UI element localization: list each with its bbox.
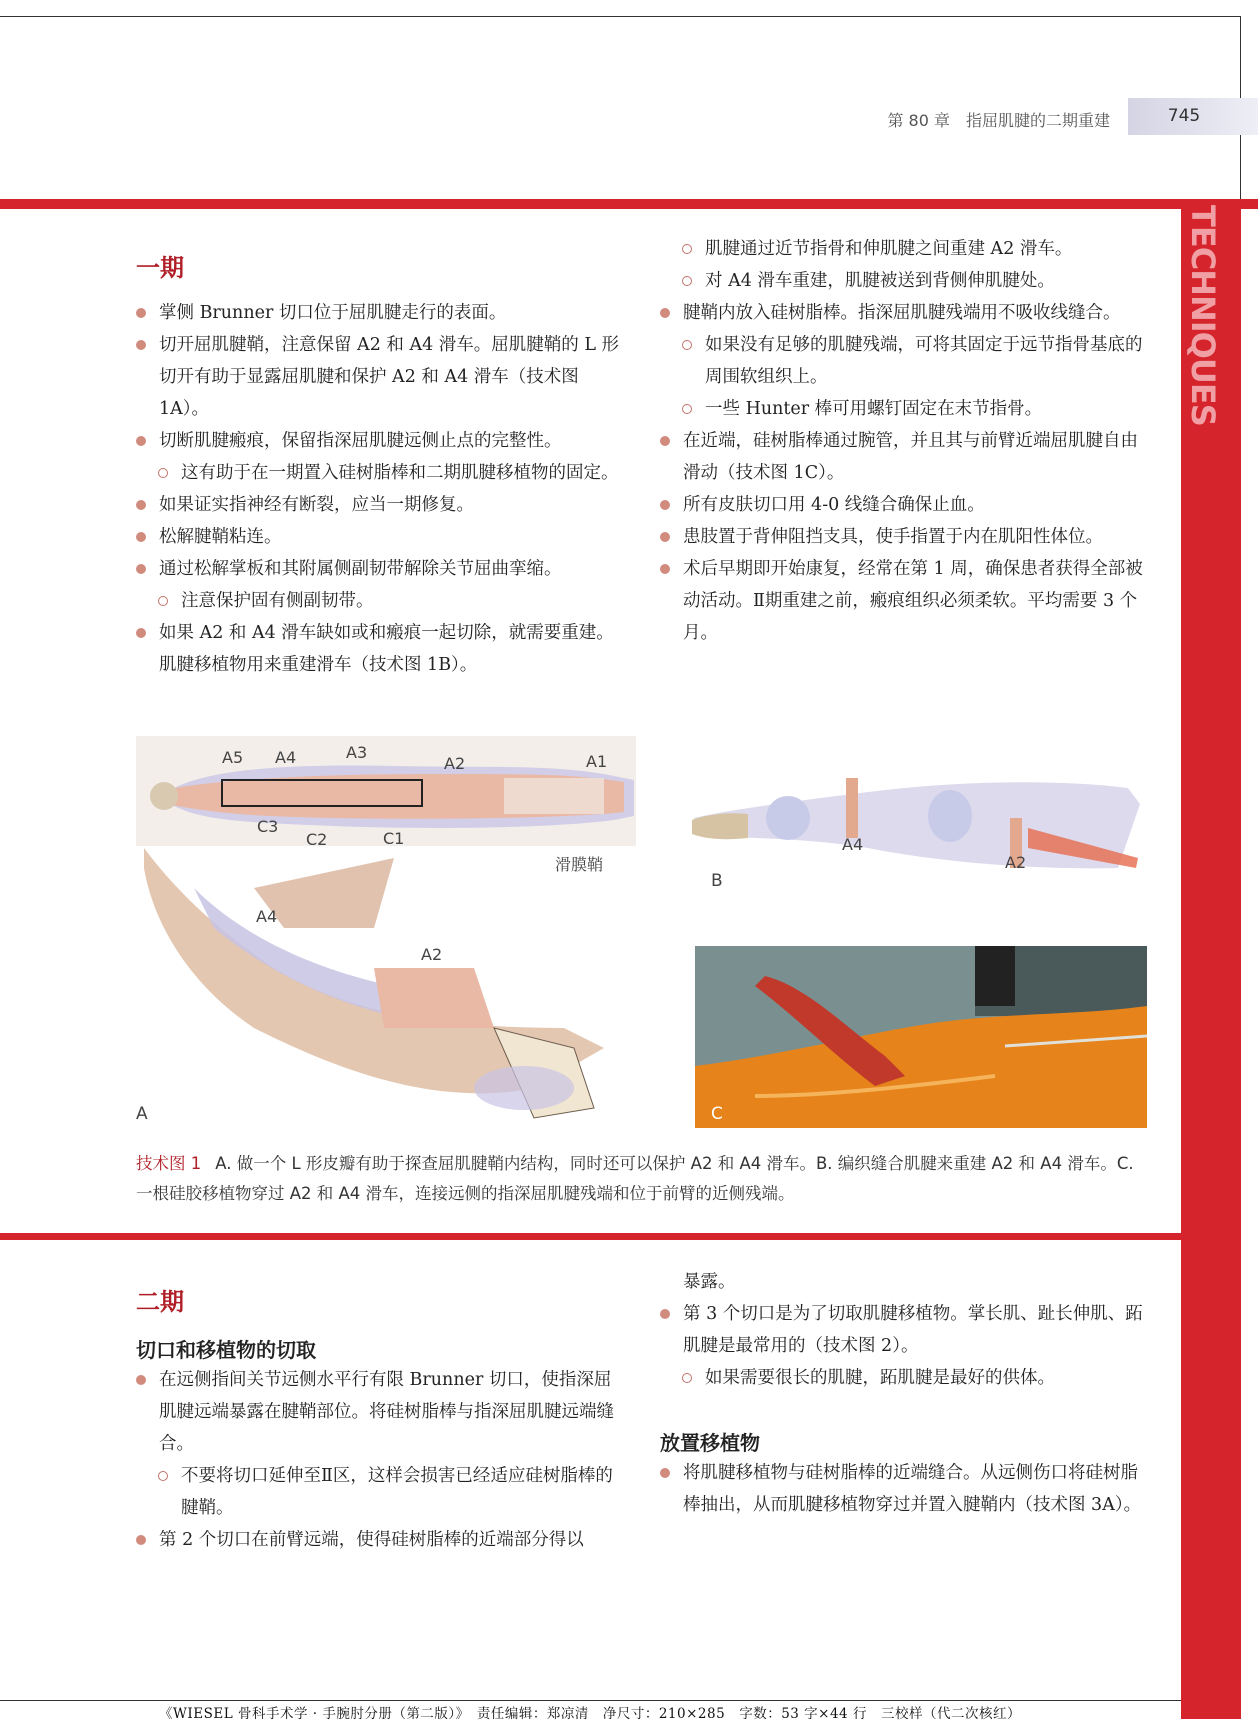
- running-head: 第 80 章 指屈肌腱的二期重建: [887, 111, 1110, 130]
- figure-label-a2-lower: A2: [421, 945, 443, 964]
- stage2-left-column: [136, 1364, 626, 1556]
- top-frame-line: [0, 16, 1240, 17]
- list-item: 第 2 个切口在前臂远端，使得硅树脂棒的近端部分得以: [136, 1524, 626, 1556]
- stage1-left-column: [136, 297, 626, 681]
- list-item: 掌侧 Brunner 切口位于屈肌腱走行的表面。: [136, 297, 626, 329]
- list-item: 将肌腱移植物与硅树脂棒的近端缝合。从远侧伤口将硅树脂棒抽出，从而肌腱移植物穿过并置入腱鞘内（技术图 3A）。: [660, 1457, 1150, 1521]
- list-item: 如果证实指神经有断裂，应当一期修复。: [136, 489, 626, 521]
- figure-label-a3: A3: [346, 743, 368, 762]
- figure-label-b-a2: A2: [1005, 853, 1027, 872]
- figure-caption: [136, 1149, 1148, 1209]
- top-red-band: [0, 199, 1258, 209]
- figure-label-a5: A5: [222, 748, 244, 767]
- sub-list-item: 肌腱通过近节指骨和伸肌腱之间重建 A2 滑车。: [660, 233, 1150, 265]
- list-item: 松解腱鞘粘连。: [136, 521, 626, 553]
- stage2-right-column-2: [660, 1457, 1150, 1521]
- figure-label-a4-lower: A4: [256, 907, 278, 926]
- sidebar-techniques-label: TECHNIQUES: [1184, 205, 1222, 426]
- page-number: 745: [1167, 106, 1201, 126]
- continued-text: 暴露。: [683, 1272, 736, 1292]
- figure-panel-c-photo: [695, 946, 1147, 1128]
- figure-caption-text: A. 做一个 L 形皮瓣有助于探查屈肌腱鞘内结构，同时还可以保护 A2 和 A4 滑车。B. 编织缝合肌腱来重建 A2 和 A4 滑车。C. 一根硅胶移植物穿过 A2 和 A4 滑车，连接远侧的指深屈肌腱残端和位于前臂的近侧残端。: [136, 1154, 1134, 1203]
- panel-letter-a: A: [136, 1104, 148, 1124]
- figure-label-a2: A2: [444, 754, 466, 773]
- list-item: 通过松解掌板和其附属侧副韧带解除关节屈曲挛缩。: [136, 553, 626, 585]
- sub-list-item: 这有助于在一期置入硅树脂棒和二期肌腱移植物的固定。: [136, 457, 626, 489]
- stage2-right-column: [660, 1266, 1150, 1394]
- list-item: 在近端，硅树脂棒通过腕管，并且其与前臂近端屈肌腱自由滑动（技术图 1C）。: [660, 425, 1150, 489]
- figure-label-a4: A4: [275, 748, 297, 767]
- bottom-frame-line: [0, 1700, 1240, 1701]
- sidebar-red-band: [1181, 199, 1241, 1719]
- list-item: 腱鞘内放入硅树脂棒。指深屈肌腱残端用不吸收线缝合。: [660, 297, 1150, 329]
- sub-list-item: 如果没有足够的肌腱残端，可将其固定于远节指骨基底的周围软组织上。: [660, 329, 1150, 393]
- stage1-heading: 一期: [136, 254, 184, 282]
- stage2-heading: 二期: [136, 1288, 184, 1316]
- mid-red-band: [0, 1233, 1190, 1240]
- list-item: 如果 A2 和 A4 滑车缺如或和瘢痕一起切除，就需要重建。肌腱移植物用来重建滑车（技术图 1B）。: [136, 617, 626, 681]
- incision-graft-harvest-heading: 切口和移植物的切取: [136, 1338, 316, 1362]
- sub-list-item: 注意保护固有侧副韧带。: [136, 585, 626, 617]
- list-item: 第 3 个切口是为了切取肌腱移植物。掌长肌、趾长伸肌、跖肌腱是最常用的（技术图 2）。: [660, 1298, 1150, 1362]
- footer-imprint: 《WIESEL 骨科手术学 · 手腕肘分册（第二版）》 责任编辑：郑凉清 净尺寸：210×285 字数：53 字×44 行 三校样（代二次核红）: [159, 1706, 1021, 1722]
- sub-list-item: 如果需要很长的肌腱，跖肌腱是最好的供体。: [660, 1362, 1150, 1394]
- stage1-right-column: [660, 233, 1150, 649]
- sub-list-item: 不要将切口延伸至Ⅱ区，这样会损害已经适应硅树脂棒的腱鞘。: [136, 1460, 626, 1524]
- figure-label-b-a4: A4: [842, 835, 864, 854]
- figure-label-synovial-sheath: 滑膜鞘: [555, 855, 604, 874]
- figure-panel-b-illustration: [688, 758, 1148, 893]
- list-item: 切开屈肌腱鞘，注意保留 A2 和 A4 滑车。屈肌腱鞘的 L 形切开有助于显露屈肌腱和保护 A2 和 A4 滑车（技术图 1A）。: [136, 329, 626, 425]
- figure-panel-a-illustration: [134, 728, 646, 1126]
- figure-label-a1: A1: [586, 752, 608, 771]
- panel-letter-c: C: [711, 1104, 723, 1124]
- sub-list-item: 对 A4 滑车重建，肌腱被送到背侧伸肌腱处。: [660, 265, 1150, 297]
- list-item: 所有皮肤切口用 4-0 线缝合确保止血。: [660, 489, 1150, 521]
- list-item: 术后早期即开始康复，经常在第 1 周，确保患者获得全部被动活动。Ⅱ期重建之前，瘢痕组织必须柔软。平均需要 3 个月。: [660, 553, 1150, 649]
- list-item: 切断肌腱瘢痕，保留指深屈肌腱远侧止点的完整性。: [136, 425, 626, 457]
- figure-label-c3: C3: [257, 817, 279, 836]
- place-graft-heading: 放置移植物: [660, 1431, 760, 1455]
- panel-letter-b: B: [711, 871, 723, 891]
- sub-list-item: 一些 Hunter 棒可用螺钉固定在末节指骨。: [660, 393, 1150, 425]
- figure-label-c1: C1: [383, 829, 405, 848]
- list-item: 患肢置于背伸阻挡支具，使手指置于内在肌阳性体位。: [660, 521, 1150, 553]
- figure-caption-label: 技术图 1: [136, 1154, 202, 1173]
- list-item: 在远侧指间关节远侧水平行有限 Brunner 切口，使指深屈肌腱远端暴露在腱鞘部位。将硅树脂棒与指深屈肌腱远端缝合。: [136, 1364, 626, 1460]
- figure-label-c2: C2: [306, 830, 328, 849]
